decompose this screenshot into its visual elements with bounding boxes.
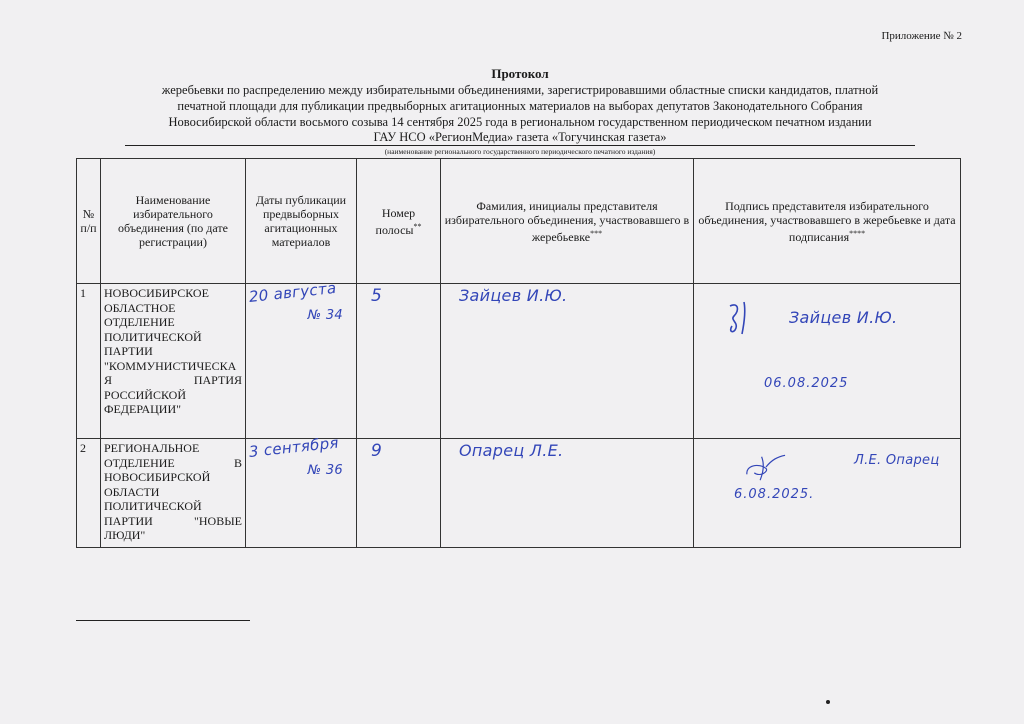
signature-name: Л.Е. Опарец	[854, 453, 940, 468]
representative-name: Опарец Л.Е.	[441, 439, 694, 548]
edition-name: ГАУ НСО «РегионМедиа» газета «Тогучинская газета»	[125, 130, 915, 146]
header-signature-mark: ****	[849, 228, 866, 238]
issue-number: № 36	[307, 463, 343, 478]
header-num: № п/п	[77, 159, 101, 284]
publication-date-cell	[246, 278, 357, 439]
table-row	[77, 284, 961, 439]
signature-name: Зайцев И.Ю.	[789, 308, 898, 327]
table-header-row	[77, 159, 961, 284]
title-line-3: Новосибирской области восьмого созыва 14 сентября 2025 года в региональном государственном периодическом печатном издании	[168, 115, 872, 129]
publication-date: 20 августа	[248, 278, 338, 306]
page-number: 5	[357, 284, 441, 439]
signature-mark-icon	[724, 298, 768, 338]
row-num: 1	[77, 284, 101, 439]
title-line-2: печатной площади для публикации предвыборных агитационных материалов на выборах депутатов Законодательного Собрания	[177, 99, 863, 113]
header-representative-label: Фамилия, инициалы представителя избирательного объединения, участвовавшего в жеребьевке	[444, 198, 690, 244]
appendix-label: Приложение № 2	[881, 30, 962, 42]
header-page	[357, 159, 441, 284]
publication-date: 3 сентября	[248, 433, 340, 461]
edition-caption: (наименование регионального государственного периодического печатного издания)	[384, 147, 656, 156]
header-dates: Даты публикации предвыборных агитационных материалов	[246, 159, 357, 284]
protocol-table	[76, 158, 961, 548]
header-representative-mark: ***	[590, 228, 603, 238]
protocol-heading: Протокол	[491, 66, 549, 81]
page-number: 9	[357, 439, 441, 548]
header-signature	[694, 159, 961, 284]
footnote-divider	[76, 620, 250, 621]
protocol-title-block	[80, 66, 960, 157]
party-name: НОВОСИБИРСКОЕ ОБЛАСТНОЕ ОТДЕЛЕНИЕ ПОЛИТИЧЕСКОЙ ПАРТИИ "КОММУНИСТИЧЕСКАЯ ПАРТИЯ РОССИЙСКОЙ ФЕДЕРАЦИИ"	[101, 284, 246, 439]
header-page-label: Номер полосы	[375, 205, 416, 237]
table-row	[77, 439, 961, 548]
signature-mark-icon	[744, 447, 788, 487]
signature-date: 6.08.2025.	[734, 487, 815, 502]
representative-name: Зайцев И.Ю.	[441, 284, 694, 439]
title-line-1: жеребьевки по распределению между избирательными объединениями, зарегистрировавшими областные списки кандидатов, платной	[161, 83, 879, 97]
party-name: РЕГИОНАЛЬНОЕ ОТДЕЛЕНИЕ В НОВОСИБИРСКОЙ ОБЛАСТИ ПОЛИТИЧЕСКОЙ ПАРТИИ "НОВЫЕ ЛЮДИ"	[101, 439, 246, 548]
publication-date-cell	[246, 433, 357, 548]
paper-speck	[826, 700, 830, 704]
signature-cell	[694, 284, 961, 439]
signature-date: 06.08.2025	[764, 376, 849, 391]
header-page-mark: **	[413, 221, 422, 231]
header-representative	[441, 159, 694, 284]
signature-cell	[694, 439, 961, 548]
row-num: 2	[77, 439, 101, 548]
header-party-name: Наименование избирательного объединения (по дате регистрации)	[101, 159, 246, 284]
header-signature-label: Подпись представителя избирательного объединения, участвовавшего в жеребьевке и дата подписания	[698, 198, 956, 244]
issue-number: № 34	[307, 308, 343, 323]
